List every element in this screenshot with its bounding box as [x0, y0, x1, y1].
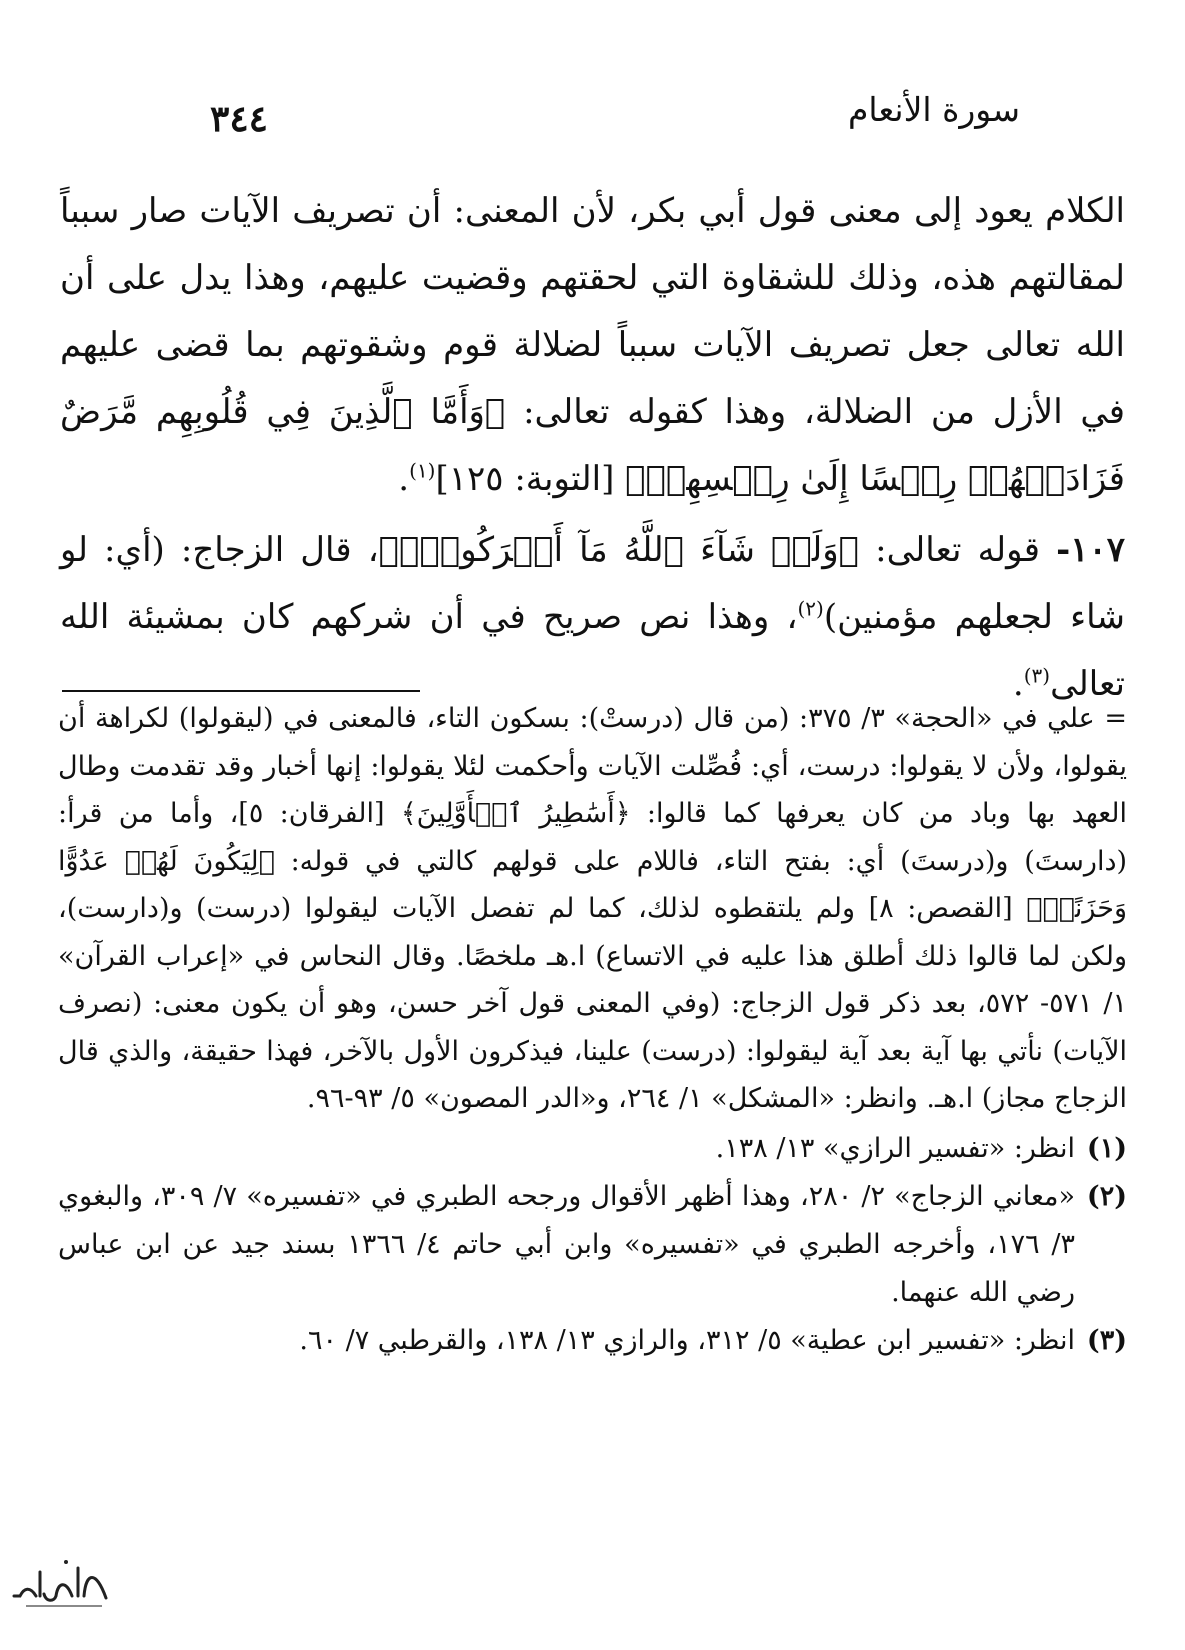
- footnote-text-1: انظر: «تفسير الرازي» ١٣/ ١٣٨.: [715, 1132, 1075, 1164]
- paragraph-2-end: .: [1012, 664, 1024, 704]
- footnote-text-2: «معاني الزجاج» ٢/ ٢٨٠، وهذا أظهر الأقوال ورجحه الطبري في «تفسيره» ٧/ ٣٠٩، والبغوي ٣/ ١٧٦، وأخرجه الطبري في «تفسيره» وابن أبي حاتم ٤/ ١٣٦٦ بسند جيد عن ابن عباس رضي الله عنهما.: [58, 1180, 1075, 1308]
- paragraph-2-text-a: قوله تعالى: ﴿وَلَوۡ شَآءَ ٱللَّهُ مَآ أَشۡرَكُواْۗ﴾، قال الزجاج: (أي: لو شاء لجعلهم مؤمنين): [60, 530, 1125, 637]
- footnote-ref-2: (٢): [797, 596, 824, 621]
- page-number: ٣٤٤: [210, 98, 269, 140]
- footnote-marker-1: (١): [1086, 1132, 1127, 1164]
- footnote-text-3: انظر: «تفسير ابن عطية» ٥/ ٣١٢، والرازي ١٣/ ١٣٨، والقرطبي ٧/ ٦٠.: [299, 1324, 1075, 1356]
- main-text: [60, 178, 1125, 718]
- paragraph-2: [60, 517, 1125, 718]
- surah-title: سورة الأنعام: [848, 90, 1020, 129]
- footnote-ref-3: (٣): [1023, 663, 1051, 688]
- paragraph-2-text-b: ، وهذا نص صريح في أن شركهم كان بمشيئة الله تعالى: [60, 597, 1125, 704]
- footnote-list: [58, 1125, 1127, 1365]
- stamp-calligraphy: [14, 1568, 106, 1600]
- publisher-stamp-logo: [6, 1550, 116, 1620]
- footnote-3: [58, 1317, 1127, 1365]
- footnotes: [58, 695, 1127, 1365]
- footnote-marker-3: (٣): [1086, 1324, 1127, 1356]
- paragraph-1-text: الكلام يعود إلى معنى قول أبي بكر، لأن المعنى: أن تصريف الآيات صار سبباً لمقالتهم هذه، وذلك للشقاوة التي لحقتهم وقضيت عليهم، وهذا يدل على أن الله تعالى جعل تصريف الآيات سبباً لضلالة قوم وشقوتهم بما قضى عليهم في الأزل من الضلالة، وهذا كقوله تعالى: ﴿وَأَمَّا ٱلَّذِينَ فِي قُلُوبِهِم مَّرَضٌ فَزَادَتۡهُمۡ رِجۡسًا إِلَىٰ رِجۡسِهِمۡ﴾ [التوبة: ١٢٥]: [60, 191, 1125, 499]
- footnote-1: [58, 1125, 1127, 1173]
- footnote-2: [58, 1173, 1127, 1317]
- footnote-continuation: [58, 695, 1127, 1123]
- footnote-marker-2: (٢): [1086, 1180, 1127, 1212]
- footnote-divider: [62, 690, 420, 692]
- stamp-dot: [64, 1560, 68, 1564]
- footnote-ref-1: (١): [409, 458, 436, 483]
- footnote-continuation-text: = علي في «الحجة» ٣/ ٣٧٥: (من قال (درستْ): بسكون التاء، فالمعنى في (ليقولوا) لكراهة أن يقولوا، ولأن لا يقولوا: درست، أي: فُصِّلت الآيات وأحكمت لئلا يقولوا: إنها أخبار وقد تقدمت وطال العهد بها وباد من كان يعرفها كما قالوا: ﴿أَسَٰطِيرُ ٱلۡأَوَّلِينَ﴾ [الفرقان: ٥]، وأما من قرأ: (دارستَ) و(درستَ) أي: بفتح التاء، فاللام على قولهم كالتي في قوله: ﴿لِيَكُونَ لَهُمۡ عَدُوًّا وَحَزَنًاۗ﴾ [القصص: ٨] ولم يلتقطوه لذلك، كما لم تفصل الآيات ليقولوا (درست) و(دارست)، ولكن لما قالوا ذلك أطلق هذا عليه في الاتساع) ا.هـ ملخصًا. وقال النحاس في «إعراب القرآن» ١/ ٥٧١- ٥٧٢، بعد ذكر قول الزجاج: (وفي المعنى قول آخر حسن، وهو أن يكون معنى: (نصرف الآيات) نأتي بها آية بعد آية ليقولوا: (درست) علينا، فيذكرون الأول بالآخر، فهذا حقيقة، والذي قال الزجاج مجاز) ا.هـ. وانظر: «المشكل» ١/ ٢٦٤، و«الدر المصون» ٥/ ٩٣-٩٦.: [58, 703, 1127, 1114]
- paragraph-1-end: .: [398, 459, 410, 499]
- page-header: [60, 78, 1125, 138]
- paragraph-1: [60, 178, 1125, 513]
- verse-number: ١٠٧-: [1056, 530, 1125, 570]
